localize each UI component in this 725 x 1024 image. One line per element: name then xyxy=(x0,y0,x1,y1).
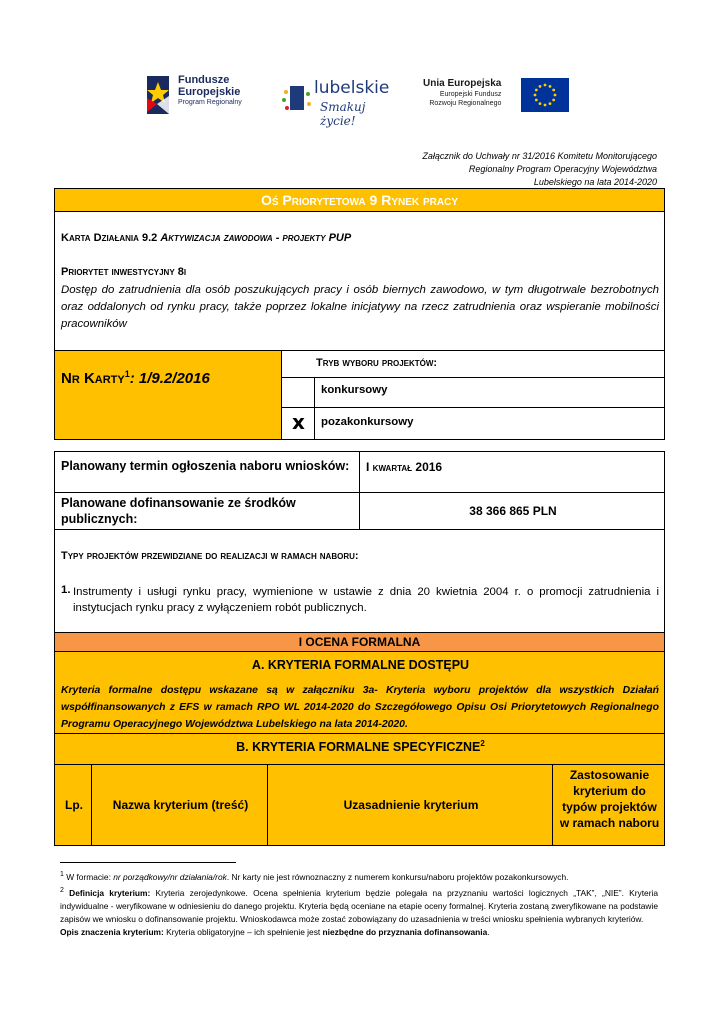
dofin-value: 38 366 865 PLN xyxy=(469,504,557,518)
nr-karty-value: : 1/9.2/2016 xyxy=(129,370,210,387)
typy-item-text: Instrumenty i usługi rynku pracy, wymienione w ustawie z dnia 20 kwietnia 2004 r. o promocji zatrudnienia i instytucjach rynku pracy z wyłączeniem robót publicznych. xyxy=(73,586,659,614)
typy-box xyxy=(54,529,665,633)
tryb-opt2-label: pozakonkursowy xyxy=(321,416,414,428)
attachment-line-1: Załącznik do Uchwały nr 31/2016 Komitetu Monitorującego xyxy=(422,151,657,161)
lubelskie-emblem-icon xyxy=(280,82,314,116)
header-nazwa-cell xyxy=(91,764,268,846)
footnote-3-text: Kryteria obligatoryjne – ich spełnienie jest xyxy=(163,926,323,937)
section-b-title-text: B. KRYTERIA FORMALNE SPECYFICZNE xyxy=(236,740,481,755)
footnote-2 xyxy=(60,884,658,926)
lubelskie-logo xyxy=(280,78,395,128)
footnote-3-end: . xyxy=(487,926,490,937)
nr-karty-label: Nr Karty xyxy=(61,370,125,387)
tryb-opt2-checkbox[interactable] xyxy=(281,407,315,440)
footnote-separator xyxy=(60,862,236,863)
eu-star xyxy=(535,89,538,92)
footnote-1-c: . Nr karty nie jest równoznaczny z numerem konkursu/naboru projektów pozakonkursowych. xyxy=(226,871,569,882)
tryb-opt1-cell xyxy=(314,377,665,408)
lubelskie-name: lubelskie xyxy=(314,78,390,98)
footnote-2-label: Definicja kryterium: xyxy=(63,887,151,898)
header-zastosowanie: Zastosowanie kryterium do typów projektów w ramach naboru xyxy=(559,768,660,830)
section-b-sup: 2 xyxy=(480,739,485,748)
eu-star xyxy=(549,102,552,105)
tryb-label-cell xyxy=(281,350,665,378)
eu-star xyxy=(544,104,547,107)
eu-star xyxy=(544,84,547,87)
header-nazwa: Nazwa kryterium (treść) xyxy=(112,798,249,812)
footnotes xyxy=(60,868,658,939)
footnote-2-text: Kryteria zerojedynkowe. Ocena spełnienia kryterium będzie polegała na przyznaniu wartości logicznych „TAK”, „NIE”. Kryteria indywidualne - weryfikowane w odniesieniu do danego projektu. Kryteria będą oceniane na etapie oceny formalnej. Kryteria zostaną zweryfikowane na podstawie zapisów we wniosku o dofinansowanie projektu. Wnioskodawca może zostać zobowiązany do uzasadnienia w treści wniosku spełnienia wybranych kryteriów. xyxy=(60,887,659,924)
eu-flag-icon xyxy=(521,78,569,112)
ue-text xyxy=(423,78,501,108)
card-title-prefix: Karta Działania 9.2 xyxy=(61,232,158,244)
header-uzasadnienie-cell xyxy=(267,764,553,846)
nr-karty-cell xyxy=(54,350,282,440)
header-lp: Lp. xyxy=(65,798,83,812)
unia-europejska-logo xyxy=(423,78,573,120)
eu-star xyxy=(552,99,555,102)
dofin-label: Planowane dofinansowanie ze środków publicznych: xyxy=(61,496,296,526)
header-lp-cell xyxy=(54,764,92,846)
fe-text xyxy=(178,74,242,107)
nr-karty-sup: 1 xyxy=(124,369,130,379)
section-a xyxy=(54,651,665,734)
footnote-1-num: 1 xyxy=(60,871,64,878)
header-uzasadnienie: Uzasadnienie kryterium xyxy=(343,798,479,812)
logo-bar xyxy=(0,72,725,128)
lubelskie-tagline: Smakuj życie! xyxy=(320,100,366,128)
tryb-label: Tryb wyboru projektów: xyxy=(316,357,438,369)
eu-star xyxy=(539,102,542,105)
attachment-line-3: Lubelskiego na lata 2014-2020 xyxy=(533,177,657,187)
fe-star-icon xyxy=(143,74,173,116)
tryb-opt2-cell xyxy=(314,407,665,440)
fundusze-europejskie-logo xyxy=(143,72,253,120)
footnote-1 xyxy=(60,868,658,884)
footnote-3-bold: niezbędne do przyznania dofinansowania xyxy=(322,926,488,937)
fe-line2: Europejskie xyxy=(178,86,241,98)
eu-star xyxy=(549,85,552,88)
footnote-1-a: W formacie: xyxy=(63,871,114,882)
eu-star xyxy=(554,94,557,97)
axis-title: Oś Priorytetowa 9 Rynek pracy xyxy=(54,188,665,212)
tryb-opt2-mark: x xyxy=(292,410,305,434)
attachment-note xyxy=(337,150,657,189)
ue-line1: Unia Europejska xyxy=(423,78,502,89)
ue-line3: Rozwoju Regionalnego xyxy=(429,100,502,107)
header-zastosowanie-cell xyxy=(552,764,665,846)
priority-text: Dostęp do zatrudnienia dla osób poszukujących pracy i osób biernych zawodowo, w tym długotrwale bezrobotnych oraz oddalonych od rynku pracy, także poprzez lokalne inicjatywy na rzecz zatrudnienia oraz wspieranie mobilności pracowników xyxy=(61,284,659,330)
typy-item-number: 1. xyxy=(61,584,71,596)
ocena-formalna-header: I OCENA FORMALNA xyxy=(54,632,665,652)
dofin-value-cell xyxy=(359,492,665,530)
eu-star xyxy=(552,89,555,92)
termin-value: I kwartał 2016 xyxy=(366,460,443,474)
tryb-opt1-label: konkursowy xyxy=(321,384,388,396)
footnote-2-num: 2 xyxy=(60,886,64,894)
ue-line2: Europejski Fundusz xyxy=(439,91,502,98)
fe-line1: Fundusze xyxy=(178,74,230,86)
section-a-text: Kryteria formalne dostępu wskazane są w załączniku 3a- Kryteria wyboru projektów dla wszystkich Działań współfinansowanych z EFS w ramach RPO WL 2014-2020 do Szczegółowego Opisu Osi Priorytetowych Regionalnego Programu Operacyjnego Województwa Lubelskiego na lata 2014-2020. xyxy=(61,685,659,730)
termin-label: Planowany termin ogłoszenia naboru wniosków: xyxy=(61,459,350,473)
section-b xyxy=(54,733,665,765)
section-b-title xyxy=(55,739,666,754)
termin-value-cell xyxy=(359,451,665,493)
eu-star xyxy=(539,85,542,88)
card-title-rest: Aktywizacja zawodowa - projekty PUP xyxy=(160,232,352,244)
tryb-opt1-checkbox[interactable] xyxy=(281,377,315,408)
eu-star xyxy=(535,99,538,102)
footnote-3 xyxy=(60,926,658,939)
dofin-label-cell xyxy=(54,492,360,530)
card-info-box xyxy=(54,211,665,351)
footnote-3-label: Opis znaczenia kryterium: xyxy=(60,926,164,937)
eu-star xyxy=(534,94,537,97)
priority-label: Priorytet inwestycyjny 8i xyxy=(61,266,187,278)
termin-label-cell xyxy=(54,451,360,493)
nr-karty xyxy=(61,369,210,387)
footnote-1-b: nr porządkowy/nr działania/rok xyxy=(113,871,227,882)
section-a-title: A. KRYTERIA FORMALNE DOSTĘPU xyxy=(251,658,470,672)
typy-label: Typy projektów przewidziane do realizacji w ramach naboru: xyxy=(61,550,359,562)
fe-line3: Program Regionalny xyxy=(178,99,242,106)
attachment-line-2: Regionalny Program Operacyjny Województwa xyxy=(468,164,657,174)
card-title xyxy=(61,232,351,244)
